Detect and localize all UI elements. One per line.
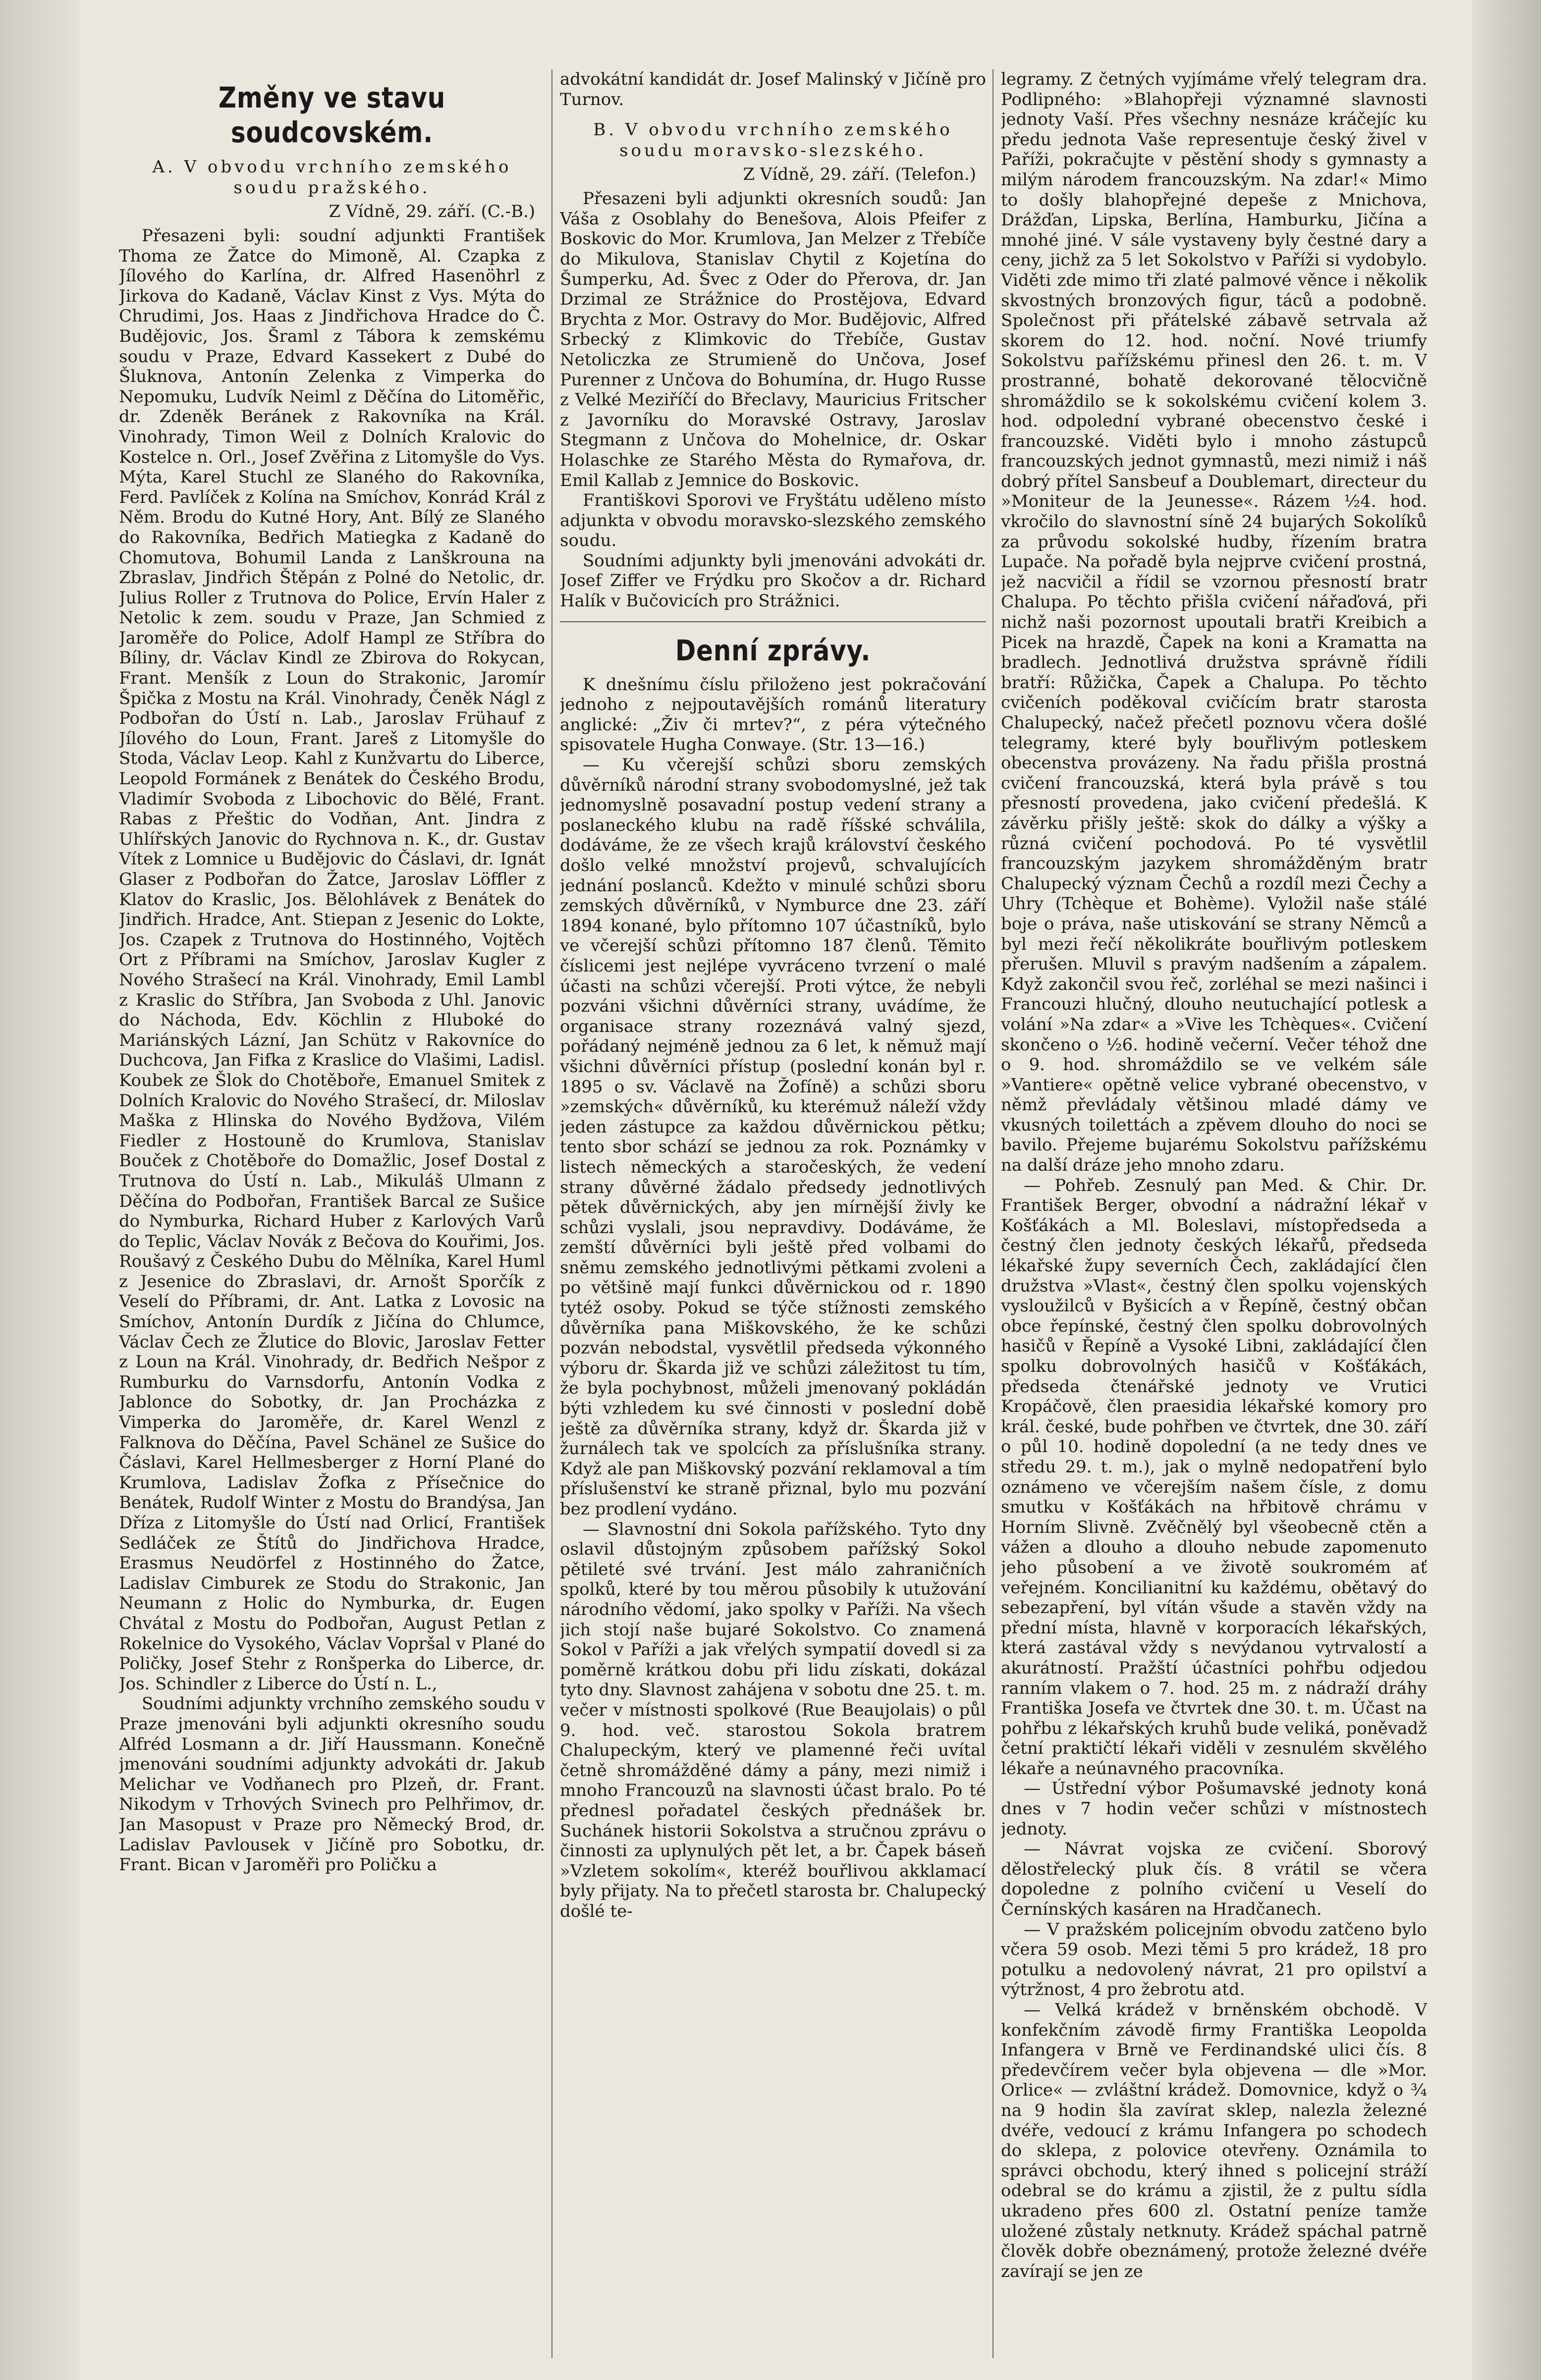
section-b-title: B. V obvodu vrchního zemského soudu moravsko-slezského. (593, 120, 953, 161)
section-b-dateline: Z Vídně, 29. září. (Telefon.) (743, 164, 976, 185)
news-item-funeral: — Pohřeb. Zesnulý pan Med. & Chir. Dr. František Berger, obvodní a nádražní lékař v Košťákách a Ml. Boleslavi, místopředseda a čestný člen jednoty českých lékařů, předseda lékařské župy severních Čech, zakládající člen družstva »Vlast«, čestný člen spolku vojenských vysloužilců v Byšicích a v Řepíně, čestný občan obce řepínské, čestný člen spolku dobrovolných hasičů v Řepíně a Vysoké Libni, zakládající člen spolku dobrovolných hasičů v Košťákách, předseda čtenářské jednoty ve Vrutici Kropáčově, člen praesidia lékařské komory pro král. české, bude pohřben ve čtvrtek, dne 30. září o půl 10. hodině dopolední (a ne tedy dnes ve středu 29. t. m.), jak o mylně nedopatření bylo oznámeno ve včerejším našem čísle, z domu smutku v Košťákách na hřbitově chrámu v Horním Slivně. Zvěčnělý byl všeobecně ctěn a vážen a dlouho a dlouho nebude zapomenuto jeho působení a ve životě soukromém ať veřejném. Koncilianitní ku každému, obětavý do sebezapření, byl vítán všude a stavěn vždy na přední místa, hlavně v korporacích lékařských, která zastával vždy s nevýdanou vytrvalostí a akurátností. Pražští účastníci pohřbu odjedou ranním vlakem o 7. hod. 25 m. z nádraží dráhy Františka Josefa ve čtvrtek dne 30. t. m. Účast na pohřbu z lékařských kruhů bude veliká, poněvadž četní praktičtí lékaři viděli v zesnulém skvělého lékaře a neúnavného pracovníka. (1001, 1175, 1427, 1779)
news-item-novel: K dnešnímu číslu přiloženo jest pokračování jednoho z nejpoutavějších románů literatury anglické: „Živ či mrtev?“, z péra výtečného spisovatele Hugha Conwaye. (Str. 13—16.) (560, 674, 986, 755)
news-item-committee: — Ústřední výbor Pošumavské jednoty koná dnes v 7 hodin večer schůzi v místnostech jednoty. (1001, 1779, 1427, 1839)
news-item-sokol: — Slavnostní dni Sokola pařížského. Tyto dny oslavil důstojným způsobem pařížský Sokol pětileté své trvání. Jest málo zahraničních spolků, které by tou měrou působily k utužování národního vědomí, jako spolky v Paříži. Na všech jich stojí naše bujaré Sokolstvo. Co znamená Sokol v Paříži a jak vřelých sympatií dovedl si za poměrně krátkou dobu při lidu získati, dokázal tyto dny. Slavnost zahájena v sobotu dne 25. t. m. večer v místnosti spolkové (Rue Beaujolais) o půl 9. hod. več. starostou Sokola bratrem Chalupeckým, který ve plamenné řeči uvítal četně shromážděné dámy a pány, mezi nimiž i mnoho Francouzů na slavnosti účast bralo. Po té přednesl pořadatel českých přednášek br. Suchánek historii Sokolstva a stručnou zprávu o činnosti za uplynulých pět let, a br. Čapek báseň »Vzletem sokolím«, kteréž bouřlivou akklamací byly přijaty. Na to přečetl starosta br. Chalupecký došlé te- (560, 1519, 986, 1921)
section-a-title: A. V obvodu vrchního zemského soudu pražského. (152, 157, 512, 198)
section-a-text: Přesazeni byli: soudní adjunkti František Thoma ze Žatce do Mimoně, Al. Czapka z Jílového do Karlína, dr. Alfred Hasenöhrl z Jirkova do Kadaně, Václav Kinst z Vys. Mýta do Chrudimi, Jos. Haas z Jindřichova Hradce do Č. Budějovic, Jos. Šraml z Tábora k zemskému soudu v Praze, Edvard Kassekert z Dubé do Šluknova, Antonín Zelenka z Vimperka do Nepomuku, Ludvík Neiml z Děčína do Litoměřic, dr. Zdeněk Beránek z Rakovníka na Král. Vinohrady, Timon Weil z Dolních Kralovic do Kostelce n. Orl., Josef Zvěřina z Litomyšle do Vys. Mýta, Karel Stuchl ze Slaného do Rakovníka, Ferd. Pavlíček z Kolína na Smíchov, Konrád Král z Něm. Brodu do Kutné Hory, Ant. Bílý ze Slaného do Rakovníka, Bedřich Matiegka z Kadaně do Chomutova, Bohumil Landa z Lanškrouna na Zbraslav, Jindřich Štěpán z Polné do Netolic, dr. Julius Roller z Trutnova do Police, Ervín Haler z Netolic k zem. soudu v Praze, Jan Schmied z Jaroměře do Police, Adolf Hampl ze Stříbra do Bíliny, dr. Václav Kindl ze Zbirova do Rokycan, Frant. Menšík z Loun do Strakonic, Jaromír Špička z Mostu na Král. Vinohrady, Čeněk Nágl z Podbořan do Ústí n. Lab., Jaroslav Frühauf z Jílového do Loun, Frant. Jareš z Litomyšle do Stoda, Václav Leop. Kahl z Kunžvartu do Liberce, Leopold Formánek z Benátek do Českého Brodu, Vladimír Svoboda z Libochovic do Bělé, Frant. Rabas z Přeštic do Vodňan, Ant. Jindra z Uhlířských Janovic do Rychnova n. K., dr. Gustav Vítek z Lomnice u Budějovic do Čáslavi, dr. Ignát Glaser z Podbořan do Žatce, Jaroslav Löffler z Klatov do Kraslic, Jos. Bělohlávek z Benátek do Jindřich. Hradce, Ant. Stiepan z Jesenic do Lokte, Jos. Czapek z Trutnova do Hostinného, Vojtěch Ort z Příbrami na Smíchov, Jaroslav Kugler z Nového Strašecí na Král. Vinohrady, Emil Lambl z Kraslic do Stříbra, Jan Svoboda z Uhl. Janovic do Náchoda, Edv. Köchlin z Hluboké do Mariánských Lázní, Jan Schütz v Rakovníce do Duchcova, Jan Fifka z Kraslice do Vlašimi, Ladisl. Koubek ze Šlok do Chotěboře, Emanuel Smitek z Dolních Kralovic do Nového Strašecí, dr. Miloslav Maška z Hlinska do Nového Bydžova, Vilém Fiedler z Hostouně do Krumlova, Stanislav Bouček z Chotěboře do Domažlic, Josef Dostal z Trutnova do Ústí n. Lab., Mikuláš Ulmann z Děčína do Podbořan, František Barcal ze Sušice do Nymburka, Richard Huber z Karlových Varů do Teplic, Václav Novák z Bečova do Kouřimi, Jos. Roušavý z Českého Dubu do Mělníka, Karel Huml z Jesenice do Zbraslavi, dr. Arnošt Sporčík z Veselí do Příbrami, dr. Ant. Latka z Lovosic na Smíchov, Antonín Durdík z Jičína do Chlumce, Václav Čech ze Žlutice do Blovic, Jaroslav Fetter z Loun na Král. Vinohrady, dr. Bedřich Nešpor z Rumburku do Varnsdorfu, Antonín Vodka z Jablonce do Sobotky, dr. Jan Procházka z Vimperka do Jaroměře, dr. Karel Wenzl z Falknova do Děčína, Pavel Schänel ze Sušice do Čáslavi, Karel Hellmesberger z Horní Plané do Krumlova, Ladislav Žofka z Přísečnice do Benátek, Rudolf Winter z Mostu do Brandýsa, Jan Dříza z Litomyšle do Ústí nad Orlicí, František Sedláček ze Štítů do Jindřichova Hradce, Erasmus Neudörfel z Hostinného do Žatce, Ladislav Cimburek ze Stodu do Strakonic, Jan Neumann z Holic do Nymburka, dr. Eugen Chvátal z Mostu do Podbořan, August Petlan z Rokelnice do Vysokého, Václav Vopršal v Plané do Poličky, Josef Stehr z Ronšperka do Liberce, dr. Jos. Schindler z Liberce do Ústí n. L., (119, 226, 545, 1694)
news-item-sokol-cont: legramy. Z četných vyjímáme vřelý telegram dra. Podlipného: »Blahopřeji významné slavnosti jednoty Vaší. Přes všechny nesnáze kráčejíc ku předu jednota Vaše representuje český živel v Paříži, pokračujte v pěstění shody s gymnasty a milým národem francouzským. Na zdar!« Mimo to došly blahopřejné depeše z Mnichova, Drážďan, Lipska, Berlína, Hamburku, Jičína a mnohé jiné. V sále vystaveny byly čestné dary a ceny, jichž za 5 let Sokolstvo v Paříži si vydobylo. Viděti zde mimo tři zlaté palmové věnce i několik skvostných bronzových figur, táců a podobně. Společnost při přátelské zábavě setrvala až skorem do 12. hod. noční. Nové triumfy Sokolstvu pařížskému přinesl den 26. t. m. V prostranné, bohatě dekorované tělocvičně shromáždilo se k sokolskému cvičení kolem 3. hod. odpolední vybrané obecenstvo české i francouzské. Viděti bylo i mnoho zástupců francouzských jednot gymnastů, mezi nimiž i náš dobrý přítel Sansbeuf a Doublemart, directeur du »Moniteur de la Jeunesse«. Rázem ½4. hod. vkročilo do slavnostní síně 24 bujarých Sokolíků za průvodu sokolské hudby, řízením bratra Lupače. Na pořadě byla nejprve cvičení prostná, jež nacvičil a řídil se vzornou přesností bratr Chalupa. Po těchto přišla cvičení nářaďová, při nichž naši pozornost upoutali bratři Kreibich a Picek na hrazdě, Čapek na koni a Kramatta na bradlech. Jednotlivá družstva správně řídili bratří: Růžička, Čapek a Chalupa. Po těchto cvičeních poděkoval cvičícím bratr starosta Chalupecký, načež přečetl poznovu včera došlé telegramy, které byly bouřlivým potleskem obecenstva provázeny. Na řadu přišla prostná cvičení francouzská, která byla právě s tou přesností provedena, jako cvičení předešlá. K závěrku přišly ještě: skok do dálky a výšky a různá cvičení pochodová. Po té vysvětlil francouzským jazykem shromážděným bratr Chalupecký význam Čechů a rozdíl mezi Čechy a Uhry (Tchèque et Bohème). Vyložil naše stálé boje o práva, naše utiskování se strany Němců a byl mezi řečí několikráte bouřlivým potleskem přerušen. Mluvil s pravým nadšením a zápalem. Když zakončil svou řeč, zorléhal se mezi našinci i Francouzi hlučný, dlouho neutuchající potlesk a volání »Na zdar« a »Vive les Tchèques«. Cvičení skončeno o ½6. hodině večerní. Večer téhož dne o 9. hod. shromáždilo se ve velkém sále »Vantiere« opětně velice vybrané obecenstvo, v němž převládaly většinou mladé dámy ve vkusných toilettách a zpěvem dlouho do noci se bavilo. Přejeme bujarému Sokolstvu pařížskému na další dráze jeho mnoho zdaru. (1001, 69, 1427, 1176)
column-divider-2 (992, 69, 993, 2358)
section-b-text-3: Soudními adjunkty byli jmenováni advokáti dr. Josef Ziffer ve Frýdku pro Skočov a dr. Richard Halík v Bučovicích pro Strážnici. (560, 550, 986, 611)
news-item-theft: — Velká krádež v brněnském obchodě. V konfekčním závodě firmy Františka Leopolda Infangera v Brně ve Ferdinandské ulici čís. 8 předevčírem večer byla objevena — dle »Mor. Orlice« — zvláštní krádež. Domovnice, když o ¾ na 9 hodin šla zavírat sklep, nalezla železné dvéře, vedoucí z krámu Infangera po schodech do sklepa, z polovice otevřeny. Oznámila to správci obchodu, který ihned s policejní stráží odebral se do krámu a zjistil, že z pultu sídla ukradeno přes 600 zl. Ostatní peníze tamže uložené zůstaly netknuty. Krádež spáchal patrně člověk dobře obeznámený, protože železné dvéře zavírají se jen ze (1001, 2000, 1427, 2281)
column-3 (1001, 69, 1427, 2358)
section-a-dateline: Z Vídně, 29. září. (C.-B.) (329, 202, 535, 221)
section-b-text-2: Františkovi Sporovi ve Fryštátu uděleno místo adjunkta v obvodu moravsko-slezského zemského soudu. (560, 490, 986, 551)
column-divider-1 (551, 69, 552, 2358)
news-item-army-return: — Návrat vojska ze cvičení. Sborový dělostřelecký pluk čís. 8 vrátil se včera dopoledne z polního cvičení u Veselí do Černínských kasáren na Hradčanech. (1001, 1839, 1427, 1920)
right-page-edge (1472, 0, 1541, 2380)
news-item-police: — V pražském policejním obvodu zatčeno bylo včera 59 osob. Mezi těmi 5 pro krádež, 18 pro potulku a nedovolený návrat, 21 pro opilství a výtržnost, 4 pro žebrotu atd. (1001, 1919, 1427, 2000)
column-2 (560, 69, 986, 2358)
section-divider (560, 621, 986, 622)
column-1 (119, 69, 545, 2358)
section-b-text: Přesazeni byli adjunkti okresních soudů: Jan Váša z Osoblahy do Benešova, Alois Pfeifer z Boskovic do Mor. Krumlova, Jan Melzer z Třebíče do Mikulova, Stanislav Chytil z Kojetína do Šumperku, Ad. Švec z Oder do Přerova, dr. Jan Drzimal ze Strážnice do Prostějova, Edvard Brychta z Mor. Ostravy do Mor. Budějovic, Alfred Srbecký z Klimkovic do Třebíče, Gustav Netoliczka ze Strumieně do Unčova, Josef Purenner z Unčova do Bohumína, dr. Hugo Russe z Velké Meziříčí do Břeclavy, Mauricius Fritscher z Javorníku do Moravské Ostravy, Jaroslav Stegmann z Unčova do Mohelnice, dr. Oskar Holaschke ze Starého Města do Rymařova, dr. Emil Kallab z Jemnice do Boskovic. (560, 189, 986, 490)
section-a-text-2: Soudními adjunkty vrchního zemského soudu v Praze jmenováni byli adjunkti okresního soudu Alfréd Losmann a dr. Jiří Haussmann. Konečně jmenováni soudními adjunkty advokáti dr. Jakub Melichar ve Vodňanech pro Plzeň, dr. Frant. Nikodym v Trhových Svinech pro Pelhřimov, dr. Jan Masopust v Praze pro Německý Brod, dr. Ladislav Pavlousek v Jičíně pro Sobotku, dr. Frant. Bican v Jaroměři pro Poličku a (119, 1694, 545, 1875)
news-item-meeting: — Ku včerejší schůzi sboru zemských důvěrníků národní strany svobodomyslné, jež tak jednomyslně posavadní postup vedení strany a poslaneckého klubu na radě říšské schválila, dodáváme, že ze všech krajů království českého došlo velké množství projevů, schvalujících jednání poslanců. Kdežto v minulé schůzi sboru zemských důvěrníků, v Nymburce dne 23. září 1894 konané, bylo přítomno 107 účastníků, bylo ve včerejší schůzi přítomno 187 členů. Těmito číslicemi jest nejlépe vyvráceno tvrzení o malé účasti na schůzi včerejší. Proti výtce, že nebyli pozváni všichni důvěrníci strany, uvádíme, že organisace strany rozeznává valný sjezd, pořádaný nejméně jednou za 6 let, k němuž mají všichni důvěrníci přístup (poslední konán byl r. 1895 o sv. Václavě na Žofíně) a schůzi sboru »zemských« důvěrníků, ku kterémuž náleží vždy jeden zástupce za každou důvěrnickou pětku; tento sbor schází se jednou za rok. Poznámky v listech německých a staročeských, že vedení strany důvěrné žádalo předsedy jednotlivých pětek důvěrnických, aby jen mírnější živly ke schůzi vyslali, jsou nepravdivy. Dodáváme, že zemští důvěrníci byli ještě před volbami do sněmu zemského jednotlivými pětkami zvoleni a po většině mají funkci důvěrnickou od r. 1890 tytéž osoby. Pokud se týče stížnosti zemského důvěrníka pana Miškovského, že ke schůzi pozván nebodstal, vysvětlil předseda výkonného výboru dr. Škarda již ve schůzi záležitost tu tím, že byla pochybnost, můželi jmenovaný pokládán býti vzhledem ku své činnosti v poslední době ještě za důvěrníka strany, když dr. Škarda již v žurnálech tak ve spolcích za příslušníka strany. Když ale pan Miškovský pozvání reklamoval a tím příslušenství ke straně přiznal, bylo mu pozvání bez prodlení vydáno. (560, 755, 986, 1519)
col2-lead-text: advokátní kandidát dr. Josef Malinský v Jičíně pro Turnov. (560, 69, 986, 109)
heading-daily-news: Denní zprávy. (675, 633, 871, 667)
heading-changes-judiciary: Změny ve stavu soudcovském. (218, 81, 446, 149)
left-page-edge (0, 0, 79, 2380)
